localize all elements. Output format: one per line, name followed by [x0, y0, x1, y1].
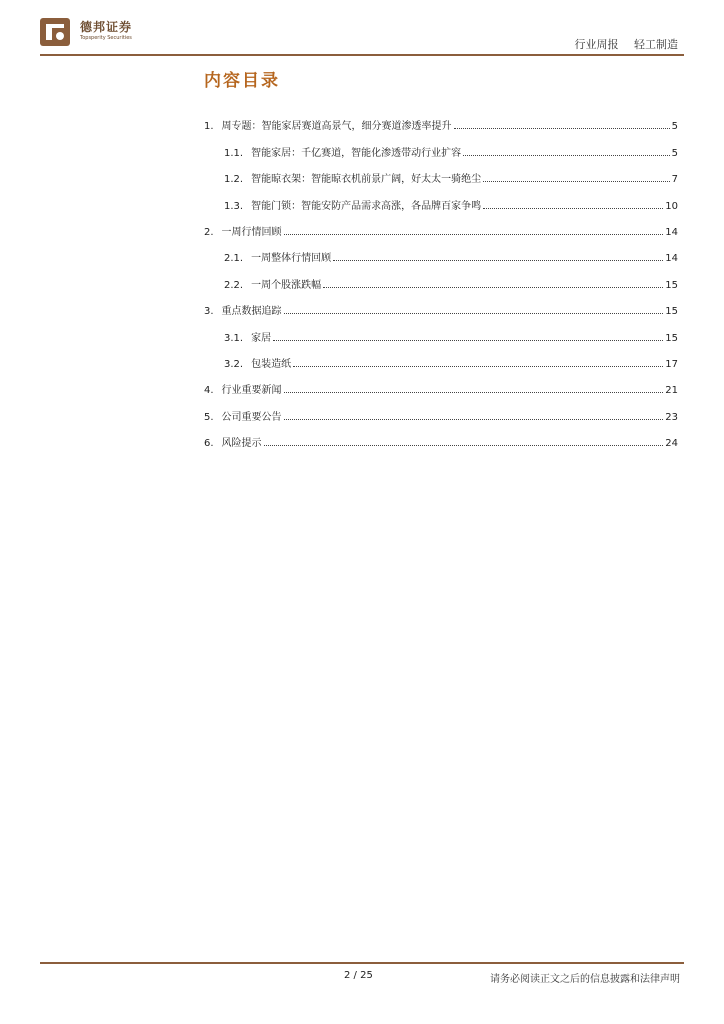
toc-entry-number: 1.3. — [224, 200, 244, 212]
toc-entry-page: 15 — [665, 306, 678, 318]
toc-entry-number: 1.2. — [224, 174, 244, 186]
toc-leader-dots — [273, 339, 663, 341]
header-divider — [40, 54, 684, 56]
toc-entry[interactable] — [204, 185, 678, 211]
toc-entry[interactable] — [204, 317, 678, 343]
logo-subtext: Topsperity Securities — [80, 35, 132, 41]
toc-leader-dots — [454, 127, 670, 129]
toc-entry-label: 智能门锁：智能安防产品需求高涨，各品牌百家争鸣 — [251, 200, 482, 212]
toc-entry-number: 1.1. — [224, 147, 244, 159]
toc-entry-page: 10 — [665, 200, 678, 212]
toc-leader-dots — [333, 259, 663, 261]
toc-entry-label: 风险提示 — [221, 438, 262, 450]
toc-entry-label: 一周整体行情回顾 — [251, 253, 332, 265]
page-number: 2 / 25 — [344, 970, 373, 981]
toc-entry-page: 21 — [665, 385, 678, 397]
toc-entry-label: 周专题：智能家居赛道高景气，细分赛道渗透率提升 — [221, 121, 452, 133]
toc-leader-dots — [293, 365, 663, 367]
toc-leader-dots — [264, 444, 664, 446]
toc-entry-number: 3. — [204, 306, 214, 318]
toc-leader-dots — [483, 180, 670, 182]
toc-entry-page: 14 — [665, 226, 678, 238]
toc-entry[interactable] — [204, 370, 678, 396]
toc-entry-number: 4. — [204, 385, 214, 397]
toc-entry-number: 2.1. — [224, 253, 244, 265]
toc-entry-number: 6. — [204, 438, 214, 450]
toc-entry-page: 15 — [665, 279, 678, 291]
report-type: 行业周报 — [574, 38, 619, 51]
toc-leader-dots — [284, 233, 664, 235]
toc-entry-number: 2.2. — [224, 279, 244, 291]
logo-mark-icon — [38, 14, 74, 50]
toc-entry[interactable] — [204, 264, 678, 290]
toc-entry-page: 7 — [671, 174, 678, 186]
toc-leader-dots — [463, 154, 670, 156]
toc-leader-dots — [483, 207, 663, 209]
toc-entry[interactable] — [204, 396, 678, 422]
toc-entry-number: 3.1. — [224, 332, 244, 344]
toc-entry-label: 行业重要新闻 — [221, 385, 282, 397]
toc-entry-number: 5. — [204, 411, 214, 423]
toc-entry[interactable] — [204, 291, 678, 317]
toc-entry-page: 17 — [665, 358, 678, 370]
table-of-contents — [204, 106, 678, 449]
toc-entry-label: 包装造纸 — [251, 358, 292, 370]
toc-entry-label: 重点数据追踪 — [221, 306, 282, 318]
toc-entry-number: 2. — [204, 226, 214, 238]
toc-entry-page: 5 — [671, 147, 678, 159]
toc-entry[interactable] — [204, 344, 678, 370]
toc-leader-dots — [284, 418, 664, 420]
toc-entry-label: 智能晾衣架：智能晾衣机前景广阔，好太太一骑绝尘 — [251, 174, 482, 186]
toc-entry-number: 3.2. — [224, 358, 244, 370]
industry-name: 轻工制造 — [634, 38, 678, 51]
toc-entry-label: 智能家居：千亿赛道，智能化渗透带动行业扩容 — [251, 147, 462, 159]
toc-entry[interactable] — [204, 238, 678, 264]
toc-entry[interactable] — [204, 423, 678, 449]
toc-entry[interactable] — [204, 159, 678, 185]
report-header-labels — [575, 36, 679, 52]
toc-entry-page: 14 — [665, 253, 678, 265]
toc-entry-label: 一周行情回顾 — [221, 226, 282, 238]
footer-divider — [40, 962, 684, 964]
toc-entry-number: 1. — [204, 121, 214, 133]
toc-leader-dots — [284, 312, 664, 314]
toc-entry-label: 家居 — [251, 332, 272, 344]
toc-title: 内容目录 — [204, 71, 280, 91]
disclaimer-note: 请务必阅读正文之后的信息披露和法律声明 — [490, 974, 680, 985]
toc-entry-page: 5 — [671, 121, 678, 133]
toc-leader-dots — [284, 391, 664, 393]
toc-entry[interactable] — [204, 132, 678, 158]
toc-leader-dots — [323, 286, 663, 288]
toc-entry-page: 24 — [665, 438, 678, 450]
logo-text: 德邦证券 — [80, 20, 133, 34]
toc-entry-label: 一周个股涨跌幅 — [251, 279, 322, 291]
toc-entry-page: 15 — [665, 332, 678, 344]
toc-entry-label: 公司重要公告 — [221, 411, 282, 423]
toc-entry[interactable] — [204, 212, 678, 238]
toc-entry[interactable] — [204, 106, 678, 132]
company-logo — [38, 14, 148, 52]
toc-entry-page: 23 — [665, 411, 678, 423]
